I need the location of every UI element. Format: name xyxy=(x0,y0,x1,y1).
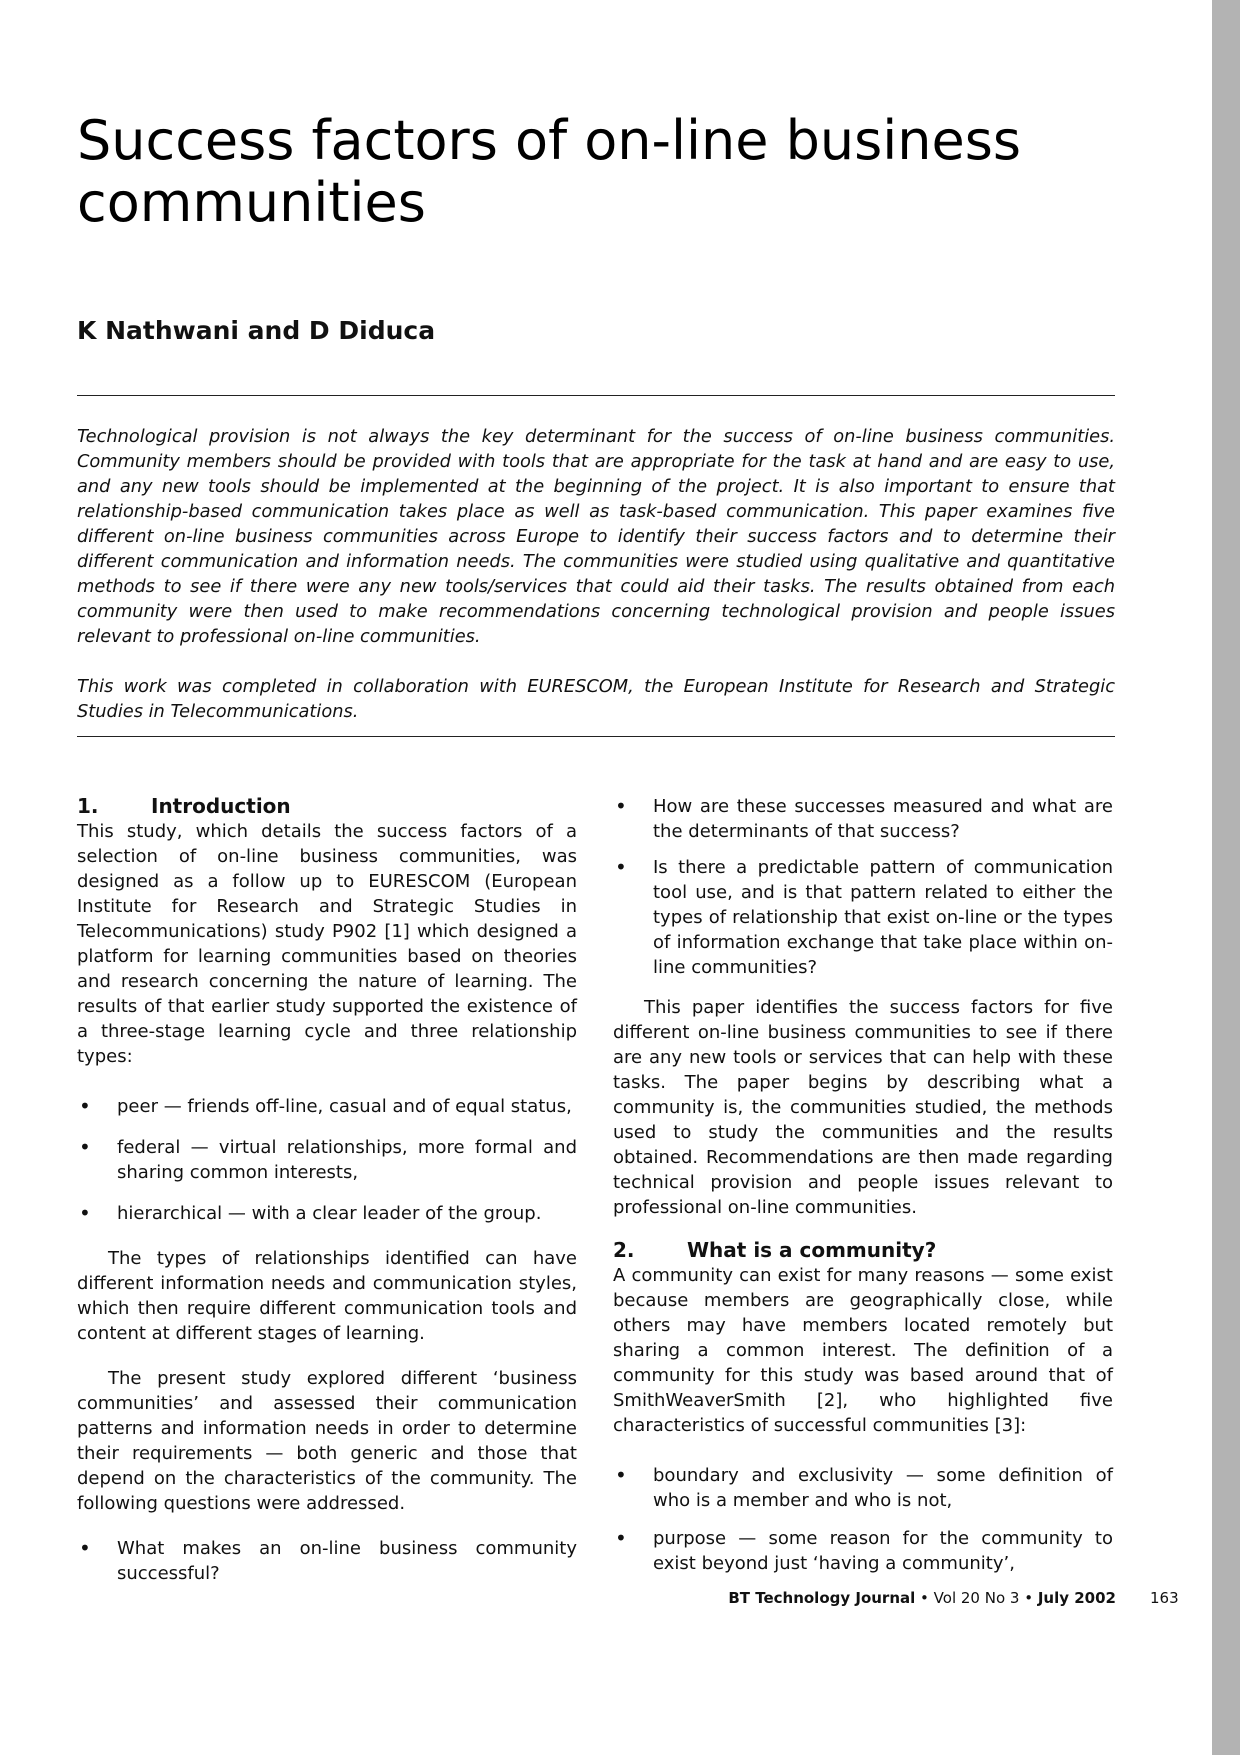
questions-list-continued xyxy=(613,794,1113,980)
list-item: • What makes an on-line business community successful? xyxy=(79,1536,577,1584)
list-item: • Is there a predictable pattern of communication tool use, and is that pattern related to either the types of relationship that exist on-line or the types of information exchange that take place within on-line communities? xyxy=(615,855,1113,978)
abstract xyxy=(77,424,1115,749)
bullet-icon: • xyxy=(79,1536,91,1560)
bullet-icon: • xyxy=(615,1463,627,1487)
relationship-types-list xyxy=(77,1094,577,1226)
journal-name: BT Technology Journal xyxy=(728,1589,916,1607)
questions-list xyxy=(77,1536,577,1586)
paper-title: Success factors of on-line business communities xyxy=(77,109,1021,234)
section-1-paragraph: The present study explored different ‘business communities’ and assessed their communication patterns and information needs in order to determine their requirements — both generic and those that depend on the characteristics of the community. The following questions were addressed. xyxy=(77,1368,577,1514)
abstract-bottom-rule xyxy=(77,736,1115,737)
list-item: • boundary and exclusivity — some definition of who is a member and who is not, xyxy=(615,1463,1113,1511)
list-item: • purpose — some reason for the community to exist beyond just ‘having a community’, xyxy=(615,1526,1113,1574)
bullet-icon: • xyxy=(79,1135,91,1159)
bullet-icon: • xyxy=(615,794,627,818)
section-1-heading xyxy=(77,794,577,819)
paper-authors: K Nathwani and D Diduca xyxy=(77,316,436,345)
journal-volume: Vol 20 No 3 xyxy=(933,1589,1020,1607)
section-1-paragraph: This paper identifies the success factors for five different on-line business communities to see if there are any new tools or services that can help with these tasks. The paper begins by describing what a community is, the communities studied, the methods used to study the communities and the results obtained. Recommendations are then made regarding technical provision and people issues relevant to professional on-line communities. xyxy=(613,997,1113,1218)
bullet-icon: • xyxy=(79,1201,91,1225)
section-title: Introduction xyxy=(151,794,291,818)
section-title: What is a community? xyxy=(687,1238,937,1262)
section-2-heading xyxy=(613,1238,1113,1263)
bullet-icon: • xyxy=(79,1094,91,1118)
section-number: 1. xyxy=(77,794,99,818)
section-1-paragraph: The types of relationships identified can have different information needs and communication styles, which then require different communication tools and content at different stages of learning. xyxy=(77,1248,577,1344)
page-edge-bar xyxy=(1212,0,1240,1755)
list-item: • peer — friends off-line, casual and of equal status, xyxy=(79,1094,572,1118)
right-column xyxy=(613,794,1113,1576)
abstract-note: This work was completed in collaboration with EURESCOM, the European Institute for Research and Strategic Studies in Telecommunications. xyxy=(77,676,1115,722)
page-number: 163 xyxy=(1150,1589,1179,1607)
bullet-icon: • xyxy=(615,1526,627,1550)
section-2-intro: A community can exist for many reasons — some exist because members are geographically close, while others may have members located remotely but sharing a common interest. The definition of a community for this study was based around that of SmithWeaverSmith [2], who highlighted five characteristics of successful communities [3]: xyxy=(613,1265,1113,1436)
journal-footer: BT Technology Journal • Vol 20 No 3 • July 2002 xyxy=(728,1589,1116,1607)
journal-date: July 2002 xyxy=(1037,1589,1116,1607)
bullet-icon: • xyxy=(615,855,627,879)
characteristics-list xyxy=(613,1463,1113,1576)
left-column xyxy=(77,794,577,1586)
list-item: • How are these successes measured and what are the determinants of that success? xyxy=(615,794,1113,842)
abstract-paragraph: Technological provision is not always the key determinant for the success of on-line business communities. Community members should be provided with tools that are appropriate for the task at hand and are easy to use, and any new tools should be implemented at the beginning of the project. It is also important to ensure that relationship-based communication takes place as well as task-based communication. This paper examines five different on-line business communities across Europe to identify their success factors and to determine their different communication and information needs. The communities were studied using qualitative and quantitative methods to see if there were any new tools/services that could aid their tasks. The results obtained from each community were then used to make recommendations concerning technological provision and people issues relevant to professional on-line communities. xyxy=(77,426,1115,647)
list-item: • federal — virtual relationships, more formal and sharing common interests, xyxy=(79,1135,577,1183)
section-1-intro: This study, which details the success factors of a selection of on-line business communities, was designed as a follow up to EURESCOM (European Institute for Research and Strategic Studies in Telecommunications) study P902 [1] which designed a platform for learning communities based on theories and research concerning the nature of learning. The results of that earlier study supported the existence of a three-stage learning cycle and three relationship types: xyxy=(77,821,577,1067)
section-number: 2. xyxy=(613,1238,635,1262)
list-item: • hierarchical — with a clear leader of the group. xyxy=(79,1201,542,1225)
abstract-top-rule xyxy=(77,395,1115,396)
